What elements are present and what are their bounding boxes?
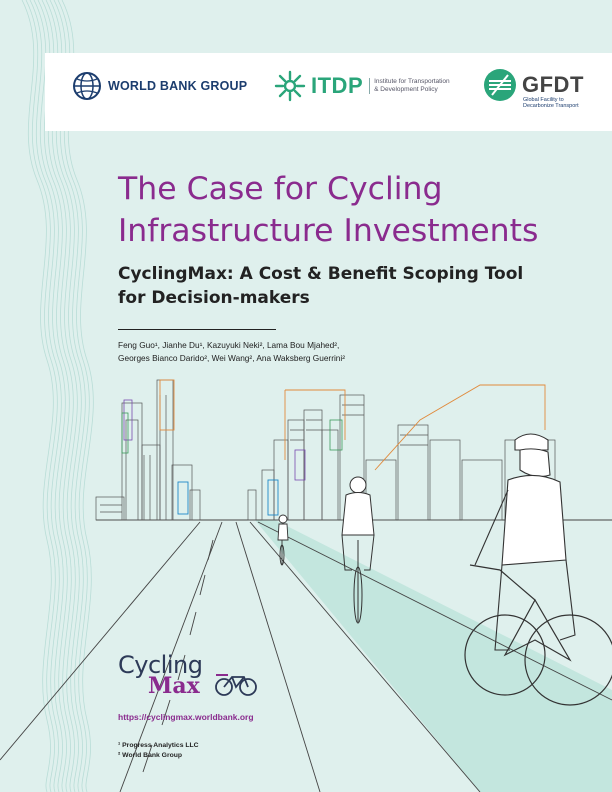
cyclingmax-logo-line2: Max [148,673,200,699]
author-list [118,339,588,365]
itdp-subtitle-line: Institute for Transportation [374,78,450,85]
affiliation-footnotes [118,741,199,761]
title-line: Infrastructure Investments [118,213,539,249]
footnote-line: ¹ Progress Analytics LLC [118,742,199,749]
itdp-logo [273,69,466,103]
gfdt-subtitle [523,97,593,109]
itdp-logo-icon [273,69,307,103]
author-line: Feng Guo¹, Jianhe Du¹, Kazuyuki Neki², Lama Bou Mjahed², [118,340,340,350]
world-bank-logo [72,71,247,101]
subtitle-line: CyclingMax: A Cost & Benefit Scoping Tool [118,264,524,284]
title-line: The Case for Cycling [118,171,443,207]
itdp-subtitle [369,78,466,94]
cyclingmax-logo [118,651,278,701]
gfdt-logo-icon [482,67,518,103]
cyclingmax-url-link[interactable]: https://cyclingmax.worldbank.org [118,712,254,722]
gfdt-logo [482,67,584,109]
gfdt-wordmark: GFDT [522,72,584,97]
city-cycling-illustration [0,370,612,792]
gfdt-subtitle-line: Global Facility to [523,97,564,103]
author-line: Georges Bianco Darido², Wei Wang², Ana Waksberg Guerrini² [118,353,346,363]
logo-band [45,53,612,131]
itdp-wordmark: ITDP [311,73,364,98]
gfdt-subtitle-line: Decarbonize Transport [523,103,579,109]
divider [118,329,276,330]
itdp-subtitle-line: & Development Policy [374,86,438,93]
cyclingmax-logo-line1: Cycling [118,651,203,679]
report-subtitle [118,262,588,310]
report-title [118,168,598,252]
footnote-line: ² World Bank Group [118,752,183,759]
world-bank-wordmark: WORLD BANK GROUP [108,79,248,93]
subtitle-line: for Decision-makers [118,288,310,308]
bicycle-icon [214,671,258,697]
world-bank-globe-icon [72,71,102,101]
